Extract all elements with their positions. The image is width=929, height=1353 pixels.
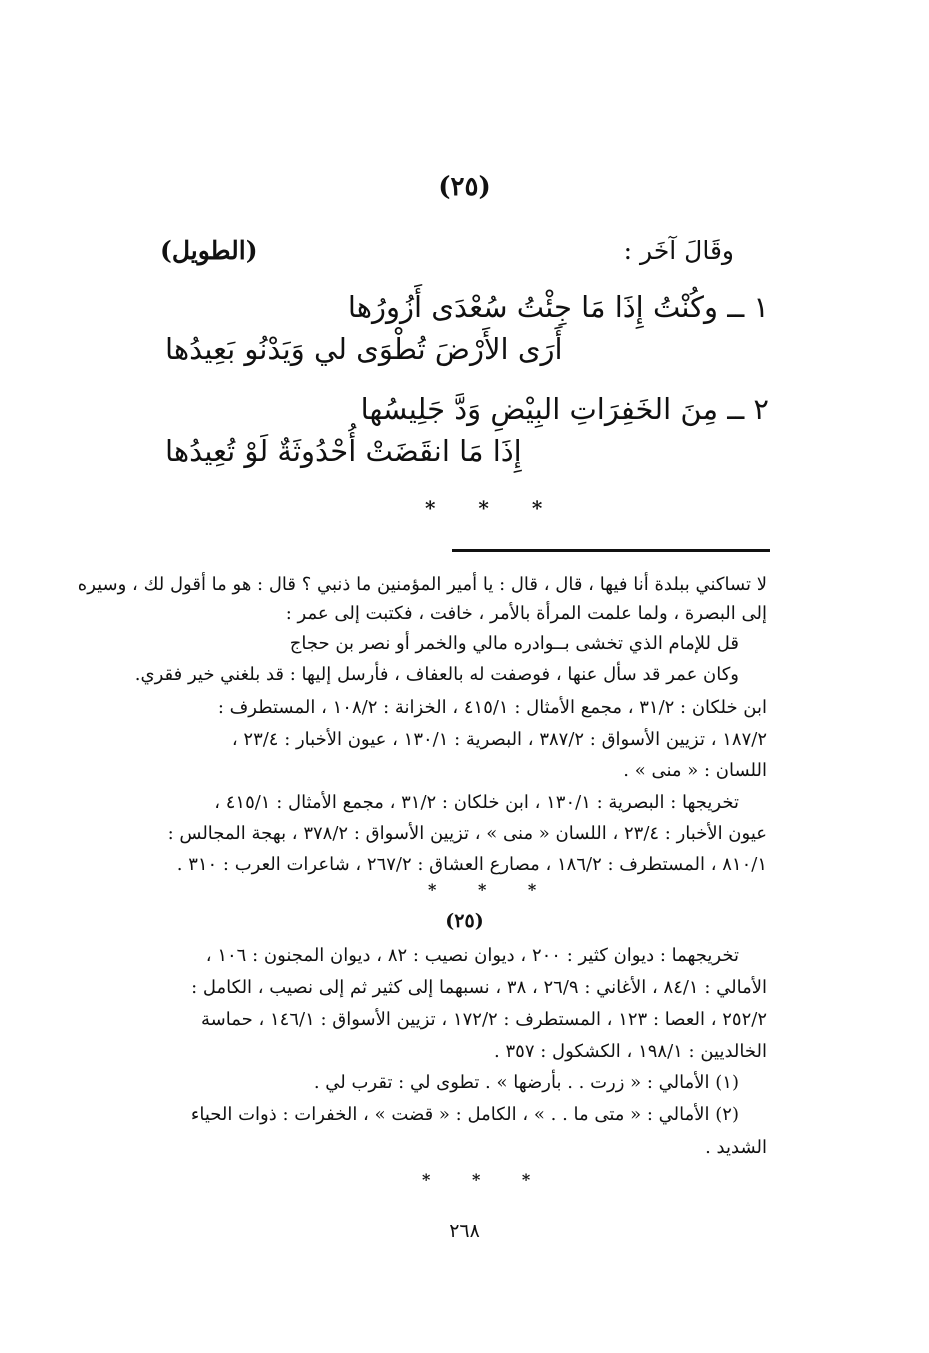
note-stars: * * *: [428, 880, 555, 899]
poem-number: (٢٥): [438, 172, 491, 202]
poem-intro: وقَالَ آخَر :: [623, 236, 734, 265]
note-line: عيون الأخبار : ٢٣/٤ ، اللسان « منى » ، تزيين الأسواق : ٣٧٨/٢ ، بهجة المجالس :: [167, 823, 767, 844]
verse-number: ٢ ــ: [727, 392, 769, 426]
verse-second-hemistich: إِذَا مَا انقَضَتْ أُحْدُوثَةٌ لَوْ تُعِيدُها: [165, 434, 522, 468]
verse-first-hemistich: مِنَ الخَفِرَاتِ البِيْضِ وَدَّ جَلِيسُها: [360, 392, 718, 426]
note-line: تخريجها : البصرية : ١٣٠/١ ، ابن خلكان : ٣١/٢ ، مجمع الأمثال : ٤١٥/١ ،: [214, 792, 739, 813]
separator-stars: * * *: [425, 496, 561, 520]
verse-line: [348, 290, 769, 324]
note-poem-number: (٢٥): [445, 910, 484, 932]
verse-line: [361, 392, 769, 426]
note-quoted-verse: قل للإمام الذي تخشى بــوادره مالي والخمر أو نصر بن حجاج: [289, 633, 739, 654]
poem-meter: (الطويل): [160, 236, 258, 265]
verse-first-hemistich: وكُنْتُ إِذَا مَا جِئْتُ سُعْدَى أَزُورُها: [347, 290, 718, 324]
note-line: ٨١٠/١ ، المستطرف : ١٨٦/٢ ، مصارع العشاق : ٢٦٧/٢ ، شاعرات العرب : ٣١٠ .: [176, 854, 767, 875]
note-line: ١٨٧/٢ ، تزيين الأسواق : ٣٨٧/٢ ، البصرية : ١٣٠/١ ، عيون الأخبار : ٢٣/٤ ،: [231, 729, 767, 750]
verse-second-hemistich: أَرَى الأَرْضَ تُطْوَى لي وَيَدْنُو بَعِيدُها: [165, 332, 563, 366]
note-line: الشديد .: [705, 1137, 767, 1158]
verse-number: ١ ــ: [727, 290, 769, 324]
note-line: ابن خلكان : ٣١/٢ ، مجمع الأمثال : ٤١٥/١ ، الخزانة : ١٠٨/٢ ، المستطرف :: [217, 697, 767, 718]
note-line: (١) الأمالي : « زرت . . بأرضها » . تطوى لي : تقرب لي .: [313, 1072, 739, 1093]
end-stars: * * *: [422, 1170, 549, 1189]
note-line: لا تساكني ببلدة أنا فيها ، قال ، قال : يا أمير المؤمنين ما ذنبي ؟ قال : هو ما أقول لك ، وسيره: [77, 574, 767, 595]
note-line: (٢) الأمالي : « متى ما . . » ، الكامل : « قضت » ، الخفرات : ذوات الحياء: [190, 1104, 739, 1125]
note-line: تخريجهما : ديوان كثير : ٢٠٠ ، ديوان نصيب : ٨٢ ، ديوان المجنون : ١٠٦ ،: [205, 945, 739, 966]
note-line: اللسان : « منى » .: [623, 760, 767, 781]
note-line: الخالديين : ١٩٨/١ ، الكشكول : ٣٥٧ .: [494, 1041, 767, 1062]
note-line: ٢٥٢/٢ ، العصا : ١٢٣ ، المستطرف : ١٧٢/٢ ، تزيين الأسواق : ١٤٦/١ ، حماسة: [201, 1009, 767, 1030]
page-number: ٢٦٨: [449, 1220, 480, 1242]
note-line: الأمالي : ٨٤/١ ، الأغاني : ٢٦/٩ ، ٣٨ ، نسبهما إلى كثير ثم إلى نصيب ، الكامل :: [191, 977, 767, 998]
footnote-rule: [452, 549, 770, 552]
note-line: وكان عمر قد سأل عنها ، فوصفت له بالعفاف ، فأرسل إليها : قد بلغني خير فقري.: [134, 664, 739, 685]
note-line: إلى البصرة ، ولما علمت المرأة بالأمر ، خافت ، فكتبت إلى عمر :: [285, 603, 767, 624]
